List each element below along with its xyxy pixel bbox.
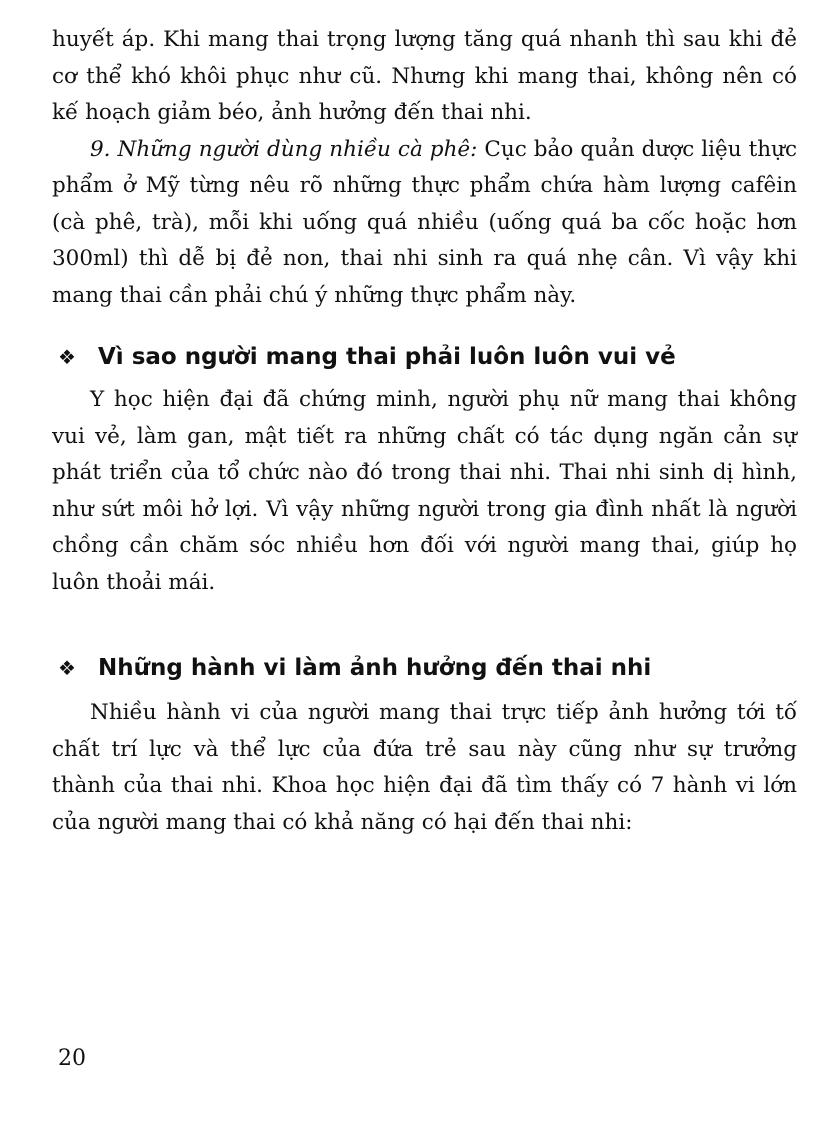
paragraph-coffee-body: Cục bảo quản dược liệu thực phẩm ở Mỹ từng nêu rõ những thực phẩm chứa hàm lượng cafêin (cà phê, trà), mỗi khi uống quá nhiều (uống quá ba cốc hoặc hơn 300ml) thì dễ bị đẻ non, thai nhi sinh ra quá nhẹ cân. Vì vậy khi mang thai cần phải chú ý những thực phẩm này. [52, 136, 797, 308]
page-content [52, 22, 797, 841]
diamond-bullet-icon: ❖ [58, 345, 76, 369]
paragraph-coffee [52, 132, 797, 315]
diamond-bullet-icon: ❖ [58, 656, 76, 680]
paragraph-coffee-lead: 9. Những người dùng nhiều cà phê: [90, 136, 478, 162]
paragraph-behaviors: Nhiều hành vi của người mang thai trực tiếp ảnh hưởng tới tố chất trí lực và thể lực của đứa trẻ sau này cũng như sự trưởng thành của thai nhi. Khoa học hiện đại đã tìm thấy có 7 hành vi lớn của người mang thai có khả năng có hại đến thai nhi: [52, 700, 797, 835]
section-heading-happiness-text: Vì sao người mang thai phải luôn luôn vui vẻ [98, 344, 676, 370]
page-number: 20 [58, 1046, 86, 1071]
section-heading-behaviors [52, 653, 797, 683]
paragraph-happiness: Y học hiện đại đã chứng minh, người phụ nữ mang thai không vui vẻ, làm gan, mật tiết ra những chất có tác dụng ngăn cản sự phát triển của tổ chức nào đó trong thai nhi. Thai nhi sinh dị hình, như sứt môi hở lợi. Vì vậy những người trong gia đình nhất là người chồng cần chăm sóc nhiều hơn đối với người mang thai, giúp họ luôn thoải mái. [52, 387, 797, 595]
section-heading-happiness [52, 342, 797, 372]
section-heading-behaviors-text: Những hành vi làm ảnh hưởng đến thai nhi [98, 655, 652, 681]
paragraph-weight-gain: huyết áp. Khi mang thai trọng lượng tăng quá nhanh thì sau khi đẻ cơ thể khó khôi phục như cũ. Nhưng khi mang thai, không nên có kế hoạch giảm béo, ảnh hưởng đến thai nhi. [52, 27, 797, 125]
